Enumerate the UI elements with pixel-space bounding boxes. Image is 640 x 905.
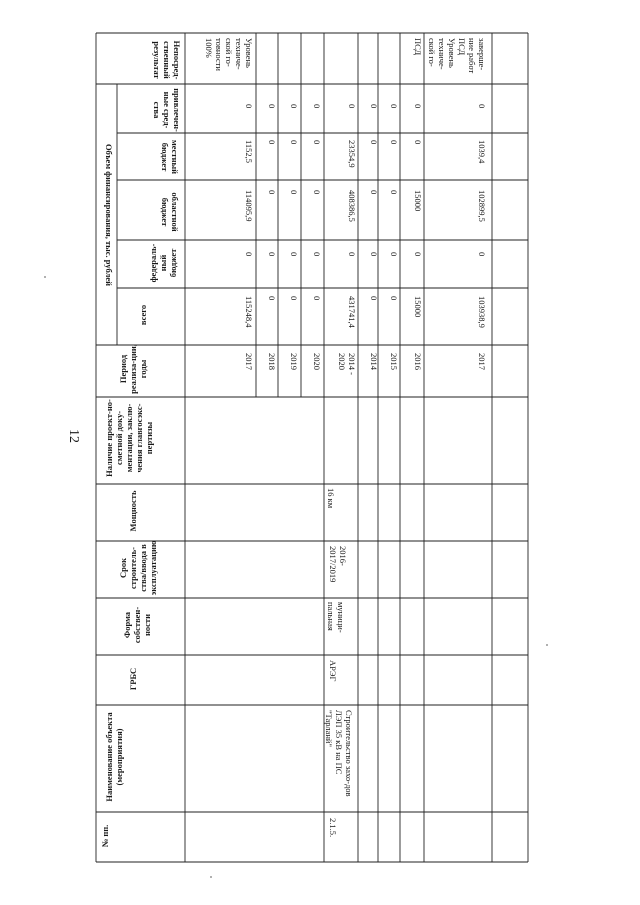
row-7-regional: 15000 [413,190,423,212]
row-0-total: 115248,4 [244,296,254,328]
row-2-period: 2019 [289,353,299,370]
header-federal: федераль-ный бюджет [148,243,178,283]
row-5-total: 0 [369,296,379,301]
row-2-federal: 0 [289,252,299,257]
header-total: всего [138,304,148,326]
object-ownership: муници-пальная [326,602,346,633]
row-5-period: 2014 [369,353,379,370]
row-7-local: 0 [413,140,423,145]
row-3-regional: 0 [312,190,322,195]
row-0-result: Уровень техниче-ской го-товности 100% [204,38,254,71]
row-1-attracted: 0 [267,104,277,109]
row-3-attracted: 0 [312,104,322,109]
row-6-federal: 0 [389,252,399,257]
row-8-total: 103938,9 [477,296,487,328]
row-4-total: 431741,4 [347,296,357,328]
row-8-local: 1039,4 [477,140,487,164]
row-3-total: 0 [312,296,322,301]
row-6-period: 2015 [389,353,399,370]
row-1-period: 2018 [267,353,277,370]
row-3-local: 0 [312,140,322,145]
row-4-attracted: 0 [347,104,357,109]
object-number: 2.1.5. [328,818,338,838]
header-result: Непосред-ственный результат [152,40,182,80]
row-7-result: ПСД [413,38,423,56]
row-2-total: 0 [289,296,299,301]
row-7-attracted: 0 [413,104,423,109]
row-8-period: 2017 [477,353,487,370]
row-6-total: 0 [389,296,399,301]
row-5-local: 0 [369,140,379,145]
row-0-period: 2017 [244,353,254,370]
row-8-result: заверше-ние работ ПСД Уровень техниче-ской го- [427,38,487,74]
row-0-federal: 0 [244,252,254,257]
header-funding-group: Объем финансирования, тыс. рублей [104,143,114,287]
page-number: 12 [66,429,81,443]
row-0-local: 1152,5 [244,140,254,164]
row-6-local: 0 [389,140,399,145]
object-term: 2016- 2017/2019 [328,546,348,583]
header-grbs: ГРБС [128,667,138,691]
row-3-federal: 0 [312,252,322,257]
row-7-total: 15000 [413,296,423,318]
row-4-federal: 0 [347,252,357,257]
row-2-local: 0 [289,140,299,145]
row-7-period: 2016 [413,353,423,370]
object-capacity: 16 км [326,488,336,509]
row-8-attracted: 0 [477,104,487,109]
row-2-regional: 0 [289,190,299,195]
header-period: Период реализа-ции, годы [118,344,148,394]
row-6-regional: 0 [389,190,399,195]
row-4-regional: 408386,5 [347,190,357,222]
header-psd: Наличие проект-но-сметной доку-ментации, заклю-чения главгосэкс-пертизы [104,399,154,477]
row-3-period: 2020 [312,353,322,370]
row-4-period: 2014 - 2020 [337,353,357,375]
header-capacity: Мощность [128,490,138,532]
row-4-local: 23354,9 [347,140,357,168]
header-term: Срок строитель-ства/ввода в эксплуатацию [118,540,158,596]
row-1-total: 0 [267,296,277,301]
header-local: местный бюджет [160,139,180,175]
header-name: Наименование объекта (мероприятия) [104,712,124,802]
object-name: Строительство захо-дов ЛЭП 35 кВ на ПС "Тарланй" [324,710,354,797]
object-grbs: АРЭГ [328,660,338,682]
row-1-federal: 0 [267,252,277,257]
row-1-local: 0 [267,140,277,145]
header-ownership: Форма собствен-ности [122,606,152,644]
header-no: № пп. [100,824,110,848]
header-attracted: привлечен-ные сред-ства [152,88,182,132]
row-6-attracted: 0 [389,104,399,109]
row-5-regional: 0 [369,190,379,195]
row-5-attracted: 0 [369,104,379,109]
row-5-federal: 0 [369,252,379,257]
row-8-regional: 102899,5 [477,190,487,222]
row-8-federal: 0 [477,252,487,257]
row-1-regional: 0 [267,190,277,195]
row-7-federal: 0 [413,252,423,257]
row-0-regional: 114095,9 [244,190,254,222]
row-0-attracted: 0 [244,104,254,109]
header-regional: областной бюджет [160,192,180,232]
row-2-attracted: 0 [289,104,299,109]
